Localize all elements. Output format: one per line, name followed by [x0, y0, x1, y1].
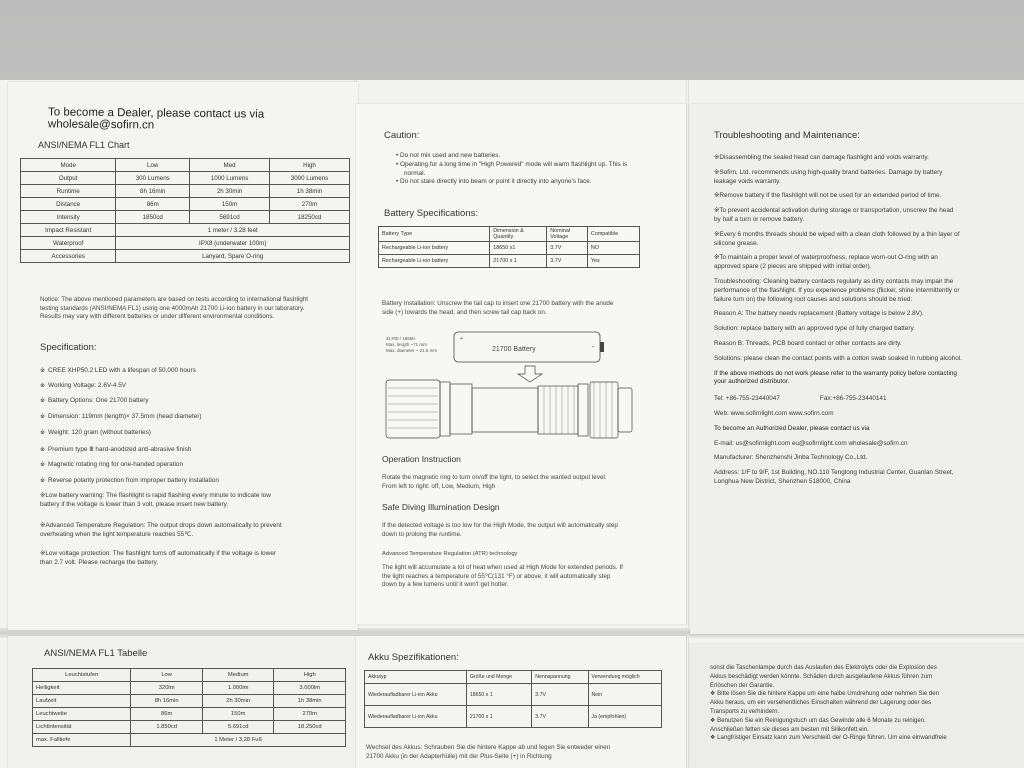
table-row	[21, 250, 350, 263]
table-cell: 1000 Lumens	[190, 172, 270, 185]
table-cell: Lichtintensität	[33, 721, 131, 734]
table-cell: Rechargeable Li-ion battery	[379, 242, 490, 255]
table-cell: Ja (empfohlen)	[588, 706, 662, 728]
operation-title: Operation Instruction	[382, 454, 461, 464]
table-cell: Output	[21, 172, 116, 185]
table-row	[33, 669, 346, 682]
table-cell: High	[274, 669, 346, 682]
table-row	[21, 159, 350, 172]
table-row	[379, 242, 640, 255]
spec-item: ※ CREE XHP50.2 LED with a lifespan of 50,000 hours	[40, 367, 196, 374]
table-row	[33, 695, 346, 708]
table-cell: 86m	[116, 198, 190, 211]
table-cell: 150m	[202, 708, 274, 721]
table-row	[21, 211, 350, 224]
table-cell: Accessories	[21, 250, 116, 263]
table-cell: Helligkeit	[33, 682, 131, 695]
table-cell: Impact Resistant	[21, 224, 116, 237]
table-cell: 150m	[190, 198, 270, 211]
table-cell: 1h 38min	[270, 185, 350, 198]
table-cell: 21700 x 1	[466, 706, 531, 728]
battery-minus: -	[592, 344, 595, 351]
table-cell: 1 Meter / 3,28 Fuß	[131, 734, 346, 747]
diagram-spec: 21700 / 18650 Max. length ~71 mm Max. diameter ~ 21.5 mm	[386, 336, 438, 353]
table-cell: 5.691cd	[202, 721, 274, 734]
table-row	[21, 185, 350, 198]
spec-item: ※ Working Voltage: 2.6V-4.5V	[40, 382, 127, 389]
operation-text: Rotate the magnetic ring to turn on/off the light, to select the wanted output level. From left to right: off, Low, Medium, High	[382, 474, 607, 490]
panel-akku	[356, 636, 686, 768]
table-row	[21, 198, 350, 211]
spec-low-voltage: ※Low voltage protection: The flashlight turns off automatically if the voltage is lower than 2.7 volt. Please recharge the battery.	[40, 550, 277, 566]
notice	[40, 296, 358, 322]
safe-title: Safe Diving Illumination Design	[382, 502, 500, 512]
table-cell: 1.850cd	[131, 721, 203, 734]
table-row	[33, 708, 346, 721]
table-cell: Größe und Menge	[466, 671, 531, 684]
table-row	[365, 671, 662, 684]
table-cell: Runtime	[21, 185, 116, 198]
table-cell: Yes	[587, 255, 639, 268]
table-cell: 18250cd	[270, 211, 350, 224]
table-cell: Nein	[588, 684, 662, 706]
table-cell: 1h 38min	[274, 695, 346, 708]
table-cell: 1850cd	[116, 211, 190, 224]
table-cell: 2h 30min	[190, 185, 270, 198]
table-row	[21, 172, 350, 185]
notice-line: Results may vary with different batteries or under different environmental conditions.	[40, 313, 275, 321]
table-row	[33, 721, 346, 734]
battery-spec-title: Battery Specifications:	[384, 208, 478, 219]
table-cell: 2h 30min	[202, 695, 274, 708]
table-cell: Leuchtweite	[33, 708, 131, 721]
battery-label: 21700 Battery	[492, 346, 536, 353]
caution-list: • Do not mix used and new batteries. • Operating for a long time in "High Powered" mode will warm flashlight up. This is normal. • Do not stare directly into beam or point it directly into anyone's face.	[396, 152, 628, 186]
caution-title: Caution:	[384, 130, 420, 141]
table-cell: Medium	[202, 669, 274, 682]
table-row	[33, 734, 346, 747]
spec-item: ※ Battery Options: One 21700 battery	[40, 397, 149, 404]
spec-low-battery: ※Low battery warning: The flashlight is rapid flashing every minute to indicate low battery if the voltage is lower than 3 volt, please insert new battery.	[40, 492, 271, 508]
table-cell: 18.250cd	[274, 721, 346, 734]
table-cell: 320lm	[131, 682, 203, 695]
spec-item: ※ Magnetic rotating ring for one-handed operation	[40, 461, 184, 468]
table-row	[21, 237, 350, 250]
panel-chart-spec	[8, 82, 358, 630]
table-cell: 18650 x 1	[466, 684, 531, 706]
panel-caution-battery	[356, 104, 686, 624]
table-cell: Compatible	[587, 227, 639, 242]
table-cell: 18650 x1	[490, 242, 547, 255]
akku-change-text: Wechsel des Akkus: Schrauben Sie die hintere Kappe ab und legen Sie entweder einen 21700 Akku (in der Adapterhülle) mit der Plus-Seite (+) in Richtung	[366, 744, 611, 760]
dealer-contact: To become a Dealer, please contact us via wholesale@sofirn.cn	[47, 106, 265, 132]
table-cell: Dimension & Quantity	[490, 227, 547, 242]
akku-table	[364, 670, 662, 728]
notice-line: Notice: The above mentioned parameters are based on tests according to international flashlight	[40, 296, 309, 303]
table-cell: 3.7V	[532, 684, 588, 706]
table-cell: Distance	[21, 198, 116, 211]
table-row	[379, 255, 640, 268]
table-cell: Low	[131, 669, 203, 682]
table-cell: Low	[116, 159, 190, 172]
table-cell: Wiederaufladbarer Li-ion Akku	[365, 706, 467, 728]
fl1-table	[20, 158, 350, 263]
table-cell: 1 meter / 3.28 feet	[116, 224, 350, 237]
table-cell: Med	[190, 159, 270, 172]
table-cell: 270m	[274, 708, 346, 721]
table-row	[33, 682, 346, 695]
maintenance-list: ※Disassembling the sealed head can damage flashlight and voids warranty. ※Sofirn, Ltd. recommends using high-quality brand batteries. Damage by battery leakage voids warranty. ※Remove battery if the flashlight will not be used for an extended period of time. ※To prevent accidental activation during storage or transportation, unscrew the head by half a turn or remove battery. ※Every 6 months threads should be wiped with a clean cloth followed by a thin layer of silicone grease. ※To maintain a proper level of waterproofness, replace worn-out O-ring with an approved spare (2 pieces are shipped with initial order). Troubleshooting: Cleaning battery contacts regularly as dirty contacts may impair the performance of the flashlight. If you experience problems (flicker, shine intermittently or failure turn on) the following root causes and solutions should be tried: Reason A: The battery needs replacement (Battery voltage is below 2.8V). Solution: replace battery with an approved type of fully charged battery. Reason B: Threads, PCB board contact or other contacts are dirty. Solutions: please clean the contact points with a cotton swab soaked in rubbing alcohol. If the above methods do not work please refer to the warranty policy before contacting your authorized distributor. Tel: +86-755-23440047 Fax:+86-755-23440141 Web: www.sofirnlight.com www.sofirn.com To become an Authorized Dealer, please contact us via E-mail: us@sofirnlight.com eu@sofirnlight.com wholesale@sofirn.cn Manufacturer: Shenzhenshi Jinba Technology Co.,Ltd. Address: 1/F to 9/F, 1st Building, NO.110 Tenglong Industrial Center, Guanlan Street, Longhua New District, Shenzhen 518000, China	[714, 154, 962, 485]
table-cell: 270m	[270, 198, 350, 211]
table-cell: Verwendung möglich	[588, 671, 662, 684]
tabelle-title: ANSI/NEMA FL1 Tabelle	[44, 648, 148, 659]
table-cell: IPX8 (underwater 100m)	[116, 237, 350, 250]
table-cell: Nominal Voltage	[547, 227, 588, 242]
table-cell: High	[270, 159, 350, 172]
atr-text: The light will accumulate a lot of heat when used at High Mode for extended periods. If the light reaches a temperature of 55℃(131 °F) or above, it will automatically step down by a few lumens until it won't get hotter.	[382, 564, 623, 589]
panel-tabelle	[8, 636, 358, 768]
table-cell: 1.000lm	[202, 682, 274, 695]
table-row	[365, 684, 662, 706]
battery-plus: +	[460, 336, 463, 342]
table-cell: NO	[587, 242, 639, 255]
table-cell: Akkutyp	[365, 671, 467, 684]
table-cell: 3.7V	[547, 255, 588, 268]
table-cell: 3000 Lumens	[270, 172, 350, 185]
spec-item: ※ Reverse polarity protection from improper battery installation	[40, 477, 219, 484]
install-text: Battery Installation: Unscrew the tail cap to insert one 21700 battery with the anode side (+) towards the head, and then screw tail cap back on.	[382, 300, 614, 316]
table-row	[365, 706, 662, 728]
table-cell: 21700 x 1	[490, 255, 547, 268]
german-text: sonst die Taschenlampe durch das Auslaufen des Elektrolyts oder die Explosion des Akkus beschädigt werden könnte. Schäden durch ausgelaufene Akkus führen zum Erlöschen der Garantie. ❖ Bitte lösen Sie die hintere Kappe um eine halbe Umdrehung oder nehmen Sie den Akku heraus, um ein versehentliches Einschalten während der Lagerung oder des Transports zu verhindern. ❖ Benutzen Sie ein Reinigungstuch um das Gewinde alle 6 Monate zu reinigen. Anschließen fetten sie dieses am besten mit Silikonfett ein. ❖ Langfristiger Einsatz kann zum Verschleiß der O-Ringe führen. Um eine einwandfreie	[710, 664, 947, 742]
table-cell: Wiederaufladbarer Li-ion Akku	[365, 684, 467, 706]
table-cell: 5691cd	[190, 211, 270, 224]
panel-troubleshooting	[690, 104, 1024, 634]
safe-text: If the detected voltage is too low for the High Mode, the output will automatically step down to prolong the runtime.	[382, 522, 618, 538]
table-cell: Nennspannung	[532, 671, 588, 684]
fold-line-right	[686, 80, 689, 768]
table-cell: Rechargeable Li-ion battery	[379, 255, 490, 268]
troubleshooting-title: Troubleshooting and Maintenance:	[714, 130, 860, 141]
atr-title: Advanced Temperature Regulation (ATR) technology	[382, 551, 518, 557]
table-cell: 3.000lm	[274, 682, 346, 695]
tabelle-table	[32, 668, 346, 747]
table-cell: max. Falltiefe	[33, 734, 131, 747]
akku-title: Akku Spezifikationen:	[368, 652, 459, 663]
table-cell: 3.7V	[547, 242, 588, 255]
table-cell: 86m	[131, 708, 203, 721]
table-cell: Battery Type	[379, 227, 490, 242]
table-cell: Mode	[21, 159, 116, 172]
table-cell: Waterproof	[21, 237, 116, 250]
table-cell: 300 Lumens	[116, 172, 190, 185]
table-cell: Lanyard, Spare O-ring	[116, 250, 350, 263]
panel-german-maintenance	[690, 644, 1024, 768]
spec-adv-temp: ※Advanced Temperature Regulation: The output drops down automatically to prevent overheating when the light temperature reaches 55℃.	[40, 522, 282, 538]
spec-item: ※ Dimension: 119mm (length)× 37.5mm (head diameter)	[40, 413, 202, 420]
table-cell: 8h 16min	[116, 185, 190, 198]
chart-title: ANSI/NEMA FL1 Chart	[38, 140, 130, 150]
table-row	[21, 224, 350, 237]
table-cell: Leuchtstufen	[33, 669, 131, 682]
table-cell: 3.7V	[532, 706, 588, 728]
spec-item: ※ Weight: 120 gram (without batteries)	[40, 429, 151, 436]
spec-title: Specification:	[40, 342, 97, 353]
notice-line: testing standards (ANSI/NEMA FL1) using one 4000mAh 21700 Li-ion battery in our laboratory.	[40, 304, 305, 312]
table-row	[379, 227, 640, 242]
spec-item: ※ Premium type Ⅲ hard-anodized anti-abrasive finish	[40, 446, 192, 453]
table-cell: Laufzeit	[33, 695, 131, 708]
table-cell: 8h 16min	[131, 695, 203, 708]
table-cell: Intensity	[21, 211, 116, 224]
battery-table	[378, 226, 640, 268]
